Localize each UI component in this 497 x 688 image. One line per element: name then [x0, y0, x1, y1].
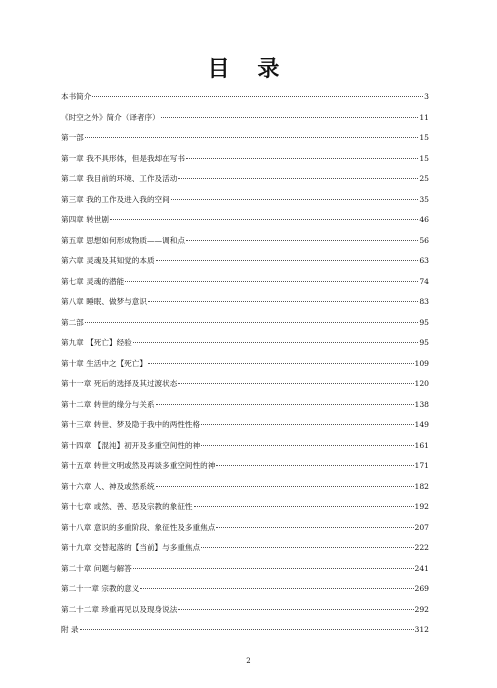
dot-leader: [133, 341, 419, 343]
toc-entry-label: 第十二章 转世的缘分与关系: [61, 399, 155, 409]
toc-entry[interactable]: [61, 620, 429, 641]
toc-entry-label: 第十八章 意识的多重阶段、象征性及多重焦点: [61, 522, 216, 532]
toc-entry-label: 第二十一章 宗教的意义: [61, 584, 140, 593]
dot-leader: [148, 362, 414, 364]
toc-entry-page: 56: [419, 235, 429, 245]
dot-leader: [85, 321, 419, 323]
toc-entry-label: 《时空之外》简介（译者序）: [61, 112, 160, 122]
dot-leader: [216, 526, 413, 528]
dot-leader: [178, 177, 418, 179]
dot-leader: [148, 300, 418, 302]
toc-entry-label: 本书简介: [61, 92, 92, 101]
toc-entry-page: 35: [419, 194, 429, 204]
toc-entry[interactable]: [61, 415, 429, 436]
dot-leader: [133, 567, 414, 569]
page-title: 目 录: [207, 57, 290, 82]
dot-leader: [201, 546, 413, 548]
dot-leader: [85, 136, 419, 138]
page-number: 2: [246, 657, 251, 665]
dot-leader: [110, 218, 418, 220]
dot-leader: [161, 116, 419, 118]
toc-entry[interactable]: [61, 559, 429, 580]
toc-entry[interactable]: [61, 190, 429, 211]
dot-leader: [186, 157, 418, 159]
toc-entry-label: 第一章 我不具形体，但是我却在写书: [61, 153, 185, 163]
dot-leader: [156, 485, 414, 487]
toc-entry-label: 第三章 我的工作及进入我的空间: [61, 194, 170, 204]
toc-entry-label: 第九章 【死亡】经验: [61, 338, 132, 347]
toc-entry[interactable]: [61, 87, 429, 108]
toc-entry-page: 3: [424, 92, 429, 101]
toc-entry-label: 第二十二章 珍重再见以及现身说法: [61, 604, 178, 614]
toc-entry-page: 269: [414, 584, 429, 593]
toc-entry-page: 222: [414, 543, 429, 552]
toc-entry[interactable]: [61, 497, 429, 518]
toc-entry-label: 第十九章 交替起落的【当前】与多重焦点: [61, 543, 201, 552]
dot-leader: [201, 444, 413, 446]
dot-leader: [216, 464, 413, 466]
dot-leader: [125, 280, 418, 282]
toc-entry-label: 第十一章 死后的选择及其过渡状态: [61, 379, 178, 388]
dot-leader: [186, 239, 418, 241]
toc-entry-page: 312: [414, 625, 429, 634]
toc-entry-label: 第十五章 转世文明或然及再谈多重空间性的神: [61, 461, 216, 470]
toc-entry-page: 149: [414, 420, 429, 429]
toc-entry-label: 第六章 灵魂及其知觉的本质: [61, 256, 155, 265]
toc-entry[interactable]: [61, 251, 429, 272]
toc-entry-label: 第四章 转世剧: [61, 215, 109, 224]
toc-entry[interactable]: [61, 272, 429, 293]
toc-entry[interactable]: [61, 333, 429, 354]
toc-entry[interactable]: [61, 518, 429, 539]
toc-entry[interactable]: [61, 108, 429, 129]
toc-entry-label: 第一部: [61, 133, 84, 142]
toc-entry-page: 292: [414, 604, 429, 614]
toc-entry-page: 15: [419, 153, 429, 163]
table-of-contents: [61, 87, 429, 641]
toc-entry[interactable]: [61, 149, 429, 170]
toc-entry-page: 192: [414, 502, 429, 511]
toc-entry[interactable]: [61, 354, 429, 375]
toc-entry-label: 第八章 睡眠、做梦与意识: [61, 297, 147, 306]
toc-entry[interactable]: [61, 210, 429, 231]
toc-entry-page: 25: [419, 174, 429, 183]
toc-entry[interactable]: [61, 538, 429, 559]
toc-entry-page: 182: [414, 481, 429, 491]
toc-entry-page: 15: [419, 133, 429, 142]
toc-entry-label: 第二章 我目前的环境、工作及活动: [61, 174, 178, 183]
dot-leader: [201, 423, 413, 425]
toc-entry-label: 第十七章 或然、善、恶及宗教的象征性: [61, 502, 193, 511]
toc-entry-page: 11: [419, 112, 429, 122]
toc-entry-page: 74: [419, 276, 429, 286]
toc-entry[interactable]: [61, 169, 429, 190]
dot-leader: [92, 95, 423, 97]
toc-entry-label: 附 录: [61, 625, 79, 634]
dot-leader: [140, 587, 413, 589]
toc-entry-label: 第七章 灵魂的潜能: [61, 276, 125, 286]
toc-entry[interactable]: [61, 231, 429, 252]
toc-entry[interactable]: [61, 579, 429, 600]
toc-entry-label: 第五章 思想如何形成物质——调和点: [61, 235, 185, 245]
toc-entry-page: 138: [414, 399, 429, 409]
toc-entry-page: 63: [419, 256, 429, 265]
toc-entry-page: 171: [414, 461, 429, 470]
toc-entry-page: 161: [414, 440, 429, 450]
toc-entry-page: 83: [419, 297, 429, 306]
dot-leader: [156, 403, 414, 405]
dot-leader: [171, 198, 419, 200]
toc-entry[interactable]: [61, 313, 429, 334]
toc-entry-page: 120: [414, 379, 429, 388]
toc-entry[interactable]: [61, 456, 429, 477]
toc-entry[interactable]: [61, 292, 429, 313]
dot-leader: [178, 608, 413, 610]
toc-entry-page: 109: [414, 358, 429, 368]
toc-entry-label: 第十四章 【混沌】初开及多重空间性的神: [61, 440, 201, 450]
dot-leader: [194, 505, 414, 507]
toc-entry-label: 第十章 生活中之【死亡】: [61, 358, 147, 368]
toc-entry-page: 95: [419, 338, 429, 347]
toc-entry-page: 95: [419, 317, 429, 327]
dot-leader: [178, 382, 413, 384]
toc-entry[interactable]: [61, 395, 429, 416]
toc-entry-page: 207: [414, 522, 429, 532]
toc-entry[interactable]: [61, 436, 429, 457]
toc-entry-label: 第二部: [61, 317, 84, 327]
toc-entry-label: 第二十章 问题与解答: [61, 563, 132, 573]
toc-entry-label: 第十三章 转世、梦及隐于我中的两性性格: [61, 420, 201, 429]
dot-leader: [156, 259, 419, 261]
toc-entry[interactable]: [61, 477, 429, 498]
toc-entry-label: 第十六章 人、神及或然系统: [61, 481, 155, 491]
toc-entry-page: 46: [419, 215, 429, 224]
dot-leader: [80, 628, 414, 630]
toc-entry[interactable]: [61, 600, 429, 621]
toc-entry-page: 241: [414, 563, 429, 573]
toc-entry[interactable]: [61, 374, 429, 395]
toc-entry[interactable]: [61, 128, 429, 149]
